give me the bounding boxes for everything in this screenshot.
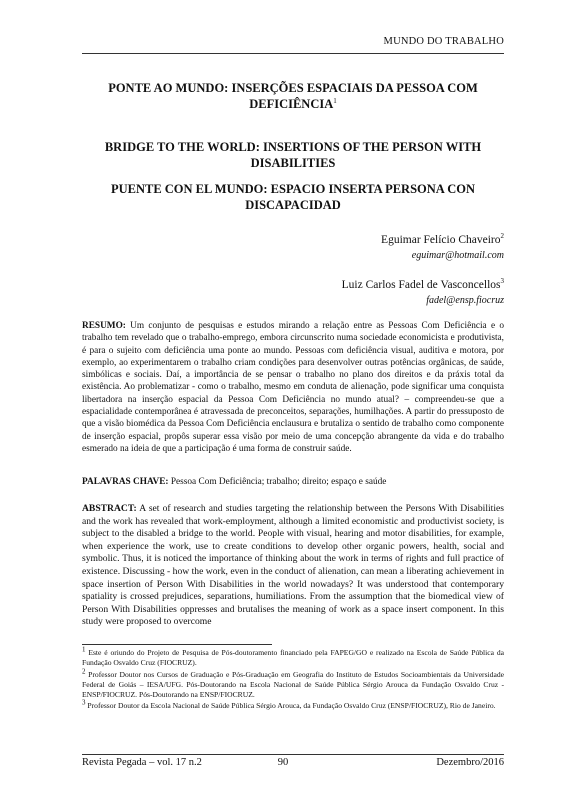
footnote — [82, 698, 504, 711]
resumo-label: RESUMO: — [82, 321, 126, 331]
keywords-text: Pessoa Com Deficiência; trabalho; direito; espaço e saúde — [168, 477, 387, 487]
title-english: BRIDGE TO THE WORLD: INSERTIONS OF THE PERSON WITH DISABILITIES — [104, 140, 482, 170]
footnote-number: 3 — [82, 698, 86, 707]
author-block — [342, 277, 504, 309]
footnote-text: Professor Doutor da Escola Nacional de Saúde Pública Sérgio Arouca, da Fundação Osvaldo Cruz (ENSP/FIOCRUZ), Rio de Janeiro. — [85, 701, 496, 711]
footer-divider — [82, 754, 504, 755]
keywords-label: PALAVRAS CHAVE: — [82, 477, 169, 487]
title-portuguese — [82, 80, 504, 112]
author-email: eguimar@hotmail.com — [411, 250, 504, 261]
abstract-paragraph — [82, 503, 504, 629]
abstract-text: A set of research and studies targeting the relationship between the Persons With Disabilities and the work has revealed that work-employment, although a limited economistic and productivist society, is subject to the disabled a bridge to the world. People with visual, hearing and motor disabilities, for example, when experience the work, use to create conditions to develop other organic powers, health, social and symbolic. Thus, it is noticed the importance of thinking about the work in terms of rights and full practice of existence. Discussing - how the work, even in the conduct of alienation, can mean a liberating achievement in space insertion of Person With Disabilities in the world nowadays? It was understood that contemporary spatiality is crossed prejudices, separations, humiliations. From the assumption that the biomedical view of Person With Disabilities oppresses and brutalises the meaning of work as a space insert component. In this study were proposed to overcome — [82, 503, 504, 628]
author-email: fadel@ensp.fiocruz — [426, 295, 504, 306]
footnote — [82, 667, 504, 701]
abstract-label: ABSTRACT: — [82, 503, 137, 514]
footnote-text: Professor Doutor nos Cursos de Graduação e Pós-Graduação em Geografia do Instituto de Estudos Socioambientais da Universidade Federal de Goiás – IESA/UFG. Pós-Doutorando na Escola Nacional de Saúde Pública Sérgio Arouca da Fundação Osvaldo Cruz - ENSP/FIOCRUZ. Pós-Doutorando na ENSP/FIOCRUZ. — [82, 669, 504, 700]
issue-date: Dezembro/2016 — [436, 757, 504, 768]
page-number: 90 — [277, 757, 289, 768]
journal-name: Revista Pegada – vol. 17 n.2 — [82, 757, 202, 768]
resumo-paragraph — [82, 320, 504, 455]
footnote-number: 2 — [82, 667, 86, 676]
section-label: MUNDO DO TRABALHO — [383, 36, 504, 47]
footnote-ref-2[interactable]: 2 — [500, 232, 504, 241]
footnote-number: 1 — [82, 645, 86, 654]
resumo-text: Um conjunto de pesquisas e estudos mirando a relação entre as Pessoas Com Deficiência e o trabalho tem revelado que o trabalho-emprego, embora circunscrito numa sociedade economicista e produtivista, é para o sujeito com deficiência uma ponte ao mundo. Pessoas com deficiência visual, auditiva e motora, por exemplo, ao experimentarem o trabalho criam condições para desenvolver outras potências orgânicas, de saúde, simbólicas e sociais. Daí, a importância de se pensar o trabalho no plano dos direitos e da práxis total da existência. Ao problematizar - como o trabalho, mesmo em conduta de alienação, pode significar uma conquista libertadora na inserção espacial da Pessoa Com Deficiência no mundo atual? – compreendeu-se que a espacialidade contemporânea é atravessada de preconceitos, separações, humilhações. A partir do pressuposto de que a visão biomédica da Pessoa Com Deficiência enclausura e brutaliza o sentido de trabalho como componente de inserção espacial, propôs superar essa visão por meio de uma concepção abrangente da vida e do trabalho esmerado na ideia de que a participação é uma forma de construir saúde. — [82, 321, 504, 454]
author-block — [381, 232, 504, 264]
author-name: Luiz Carlos Fadel de Vasconcellos — [341, 279, 501, 291]
title-spanish: PUENTE CON EL MUNDO: ESPACIO INSERTA PERSONA CON DISCAPACIDAD — [110, 182, 476, 212]
footnote-text: Este é oriundo do Projeto de Pesquisa de Pós-doutoramento financiado pela FAPEG/GO e realizado na Escola de Saúde Pública da Fundação Osvaldo Cruz (FIOCRUZ). — [82, 648, 504, 668]
footnote-divider — [82, 644, 272, 645]
author-name: Eguimar Felício Chaveiro — [381, 234, 501, 246]
footnote-ref-1[interactable]: 1 — [333, 96, 337, 105]
header-divider — [82, 53, 504, 54]
footnotes — [82, 645, 504, 713]
title-portuguese-text: PONTE AO MUNDO: INSERÇÕES ESPACIAIS DA PESSOA COM DEFICIÊNCIA — [108, 81, 478, 111]
footnote-ref-3[interactable]: 3 — [500, 277, 504, 286]
keywords-paragraph — [82, 476, 504, 488]
footnote — [82, 645, 504, 669]
